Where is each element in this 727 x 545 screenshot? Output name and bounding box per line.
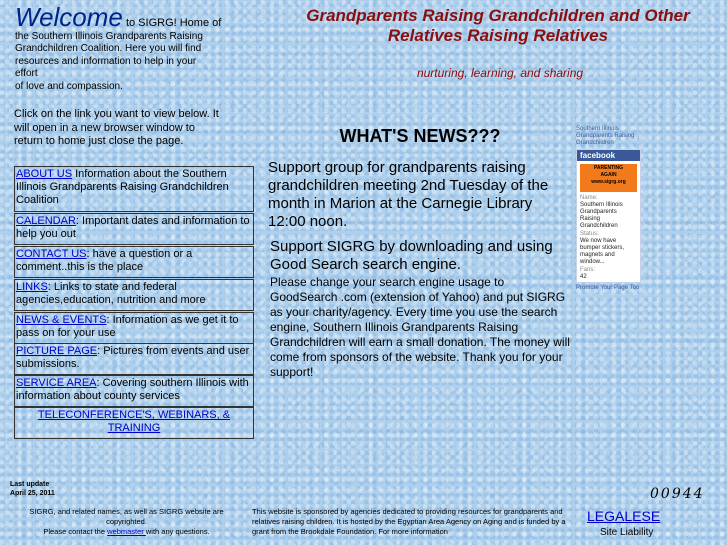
nav-box-service	[14, 375, 254, 407]
contact-prefix: Please contact the	[43, 527, 108, 536]
contact-suffix: with any questions.	[145, 527, 210, 536]
fb-promote-link[interactable]: Promote Your Page Too	[576, 285, 640, 291]
nav-box-about	[14, 166, 254, 212]
contact-us-link[interactable]: CONTACT US	[16, 248, 87, 260]
picture-page-link[interactable]: PICTURE PAGE	[16, 345, 98, 357]
about-us-link[interactable]: ABOUT US	[16, 168, 73, 180]
fb-status-label: Status:	[580, 231, 599, 237]
nav-box-news	[14, 312, 254, 344]
welcome-block	[15, 4, 230, 93]
news-events-link[interactable]: NEWS & EVENTS	[16, 314, 107, 326]
sponsor-notice: This website is sponsored by agencies dedicated to providing resources for grandparents and relatives raising children. It is hosted by the Egyptian Area Agency on Aging and is funded by a grant from the Brookdale Foundation. For more information	[252, 507, 566, 536]
teleconference-link[interactable]: TELECONFERENCE'S, WEBINARS, & TRAINING	[37, 409, 231, 434]
instructions-line: will open in a new browser window to	[14, 121, 195, 134]
service-area-link[interactable]: SERVICE AREA	[16, 377, 97, 389]
tagline: nurturing, learning, and sharing	[416, 66, 584, 80]
welcome-intro: to SIGRG! Home of	[122, 17, 222, 29]
welcome-line: Grandchildren Coalition. Here you will find	[15, 43, 202, 54]
welcome-line: effort	[15, 68, 38, 79]
badge-line: www.sigrg.org	[591, 179, 626, 185]
fb-name-label: Name:	[580, 195, 598, 201]
facebook-box	[576, 149, 641, 283]
welcome-line: resources and information to help in your	[15, 55, 197, 67]
parenting-again-badge[interactable]	[580, 164, 637, 192]
instructions-line: Click on the link you want to view below. It	[14, 108, 219, 120]
fb-status-value: We now have bumper stickers, magnets and window...	[580, 238, 625, 265]
last-update-date: April 25, 2011	[10, 490, 55, 497]
contact-us-desc: : have a question or a comment..this is the place	[16, 248, 193, 273]
welcome-heading: Welcome	[15, 2, 123, 32]
fb-name-value[interactable]: Southern Illinois Grandparents Raising Grandchildren	[580, 202, 623, 229]
calendar-desc: : Important dates and information to help you out	[16, 215, 250, 240]
fb-fans-value: 42	[580, 274, 587, 280]
site-title-line1: Grandparents Raising Grandchildren and Other	[306, 6, 690, 25]
calendar-link[interactable]: CALENDAR	[16, 215, 76, 227]
hit-counter: 00944	[650, 486, 705, 502]
badge-line: AGAIN	[600, 172, 617, 178]
webmaster-link[interactable]: webmaster	[107, 527, 146, 536]
service-area-desc: : Covering southern Illinois with information about county services	[16, 377, 249, 402]
news-item-goodsearch-title: Support SIGRG by downloading and using Good Search search engine.	[270, 238, 553, 273]
copyright-notice	[14, 507, 239, 537]
legalese-link[interactable]: LEGALESE	[587, 508, 661, 524]
copyright-text: SIGRG, and related names, as well as SIGRG website are copyrighted.	[29, 507, 224, 526]
site-title-line2: Relatives Raising Relatives	[387, 26, 609, 45]
facebook-logo[interactable]: facebook	[577, 150, 640, 161]
news-events-desc: : Information as we get it to pass on for your use	[16, 314, 239, 339]
badge-line: PARENTING	[593, 165, 624, 171]
links-desc: : Links to state and federal agencies,education, nutrition and more	[16, 281, 206, 306]
last-update	[10, 480, 55, 498]
fb-fans-label: Fans:	[580, 267, 596, 273]
nav-box-contact	[14, 246, 254, 278]
facebook-page-link[interactable]: Southern Illinois Grandparents Raising Grandchildren	[576, 126, 635, 146]
nav-box-teleconference	[14, 407, 254, 439]
welcome-line: of love and compassion.	[15, 80, 123, 92]
instructions-line: return to home just close the page.	[14, 135, 184, 147]
site-title	[268, 6, 727, 46]
site-liability-label: Site Liability	[600, 527, 654, 538]
nav-box-links	[14, 279, 254, 311]
last-update-label: Last update	[10, 481, 50, 488]
nav-box-picture	[14, 343, 254, 375]
news-item-goodsearch-body: Please change your search engine usage to GoodSearch .com (extension of Yahoo) and put SIGRG as your charity/agency. Every time you use the search engine, Southern Illinois Grandparents Raising Grandchildren will earn a small donation. The money will come from sponsors of the website. Thank you for your support!	[270, 275, 570, 379]
news-heading: WHAT'S NEWS???	[339, 126, 501, 146]
about-us-desc: Information about the Southern Illinois Grandparents Raising Grandchildren Coalition	[16, 168, 229, 206]
news-item-support-group: Support group for grandparents raising grandchildren meeting 2nd Tuesday of the month in Marion at the Carnegie Library 12:00 noon.	[268, 159, 549, 230]
welcome-line: the Southern Illinois Grandparents Raising	[15, 30, 203, 42]
nav-box-calendar	[14, 213, 254, 245]
facebook-widget	[576, 126, 646, 292]
instructions	[14, 108, 249, 149]
links-link[interactable]: LINKS	[16, 281, 48, 293]
picture-page-desc: : Pictures from events and user submissions.	[16, 345, 250, 370]
